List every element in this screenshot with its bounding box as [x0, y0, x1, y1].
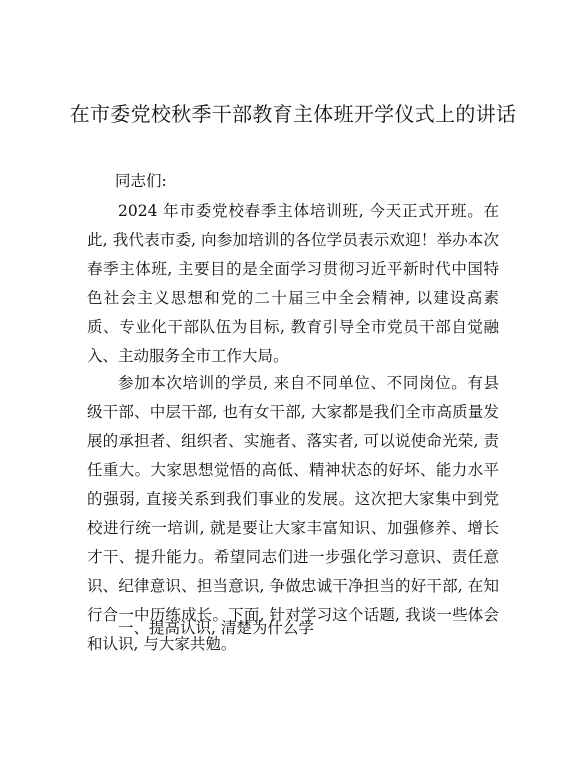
document-title: 在市委党校秋季干部教育主体班开学仪式上的讲话 [69, 102, 517, 126]
section-heading: 一、提高认识, 清楚为什么学 [118, 619, 314, 637]
paragraph-trainees: 参加本次培训的学员, 来自不同单位、不同岗位。有县级干部、中层干部, 也有女干部, 大家都是我们全市高质量发展的承担者、组织者、实施者、落实者, 可以说使命光荣, 责任重大。大家思想觉悟的高低、精神状态的好坏、能力水平的强弱, 直接关系到我们事业的发展。这次把大家集中到党校进行统一培训, 就是要让大家丰富知识、加强修养、增长才干、提升能力。希望同志们进一步强化学习意识、责任意识、纪律意识、担当意识, 争做忠诚干净担当的好干部, 在知行合一中历练成长。下面, 针对学习这个话题, 我谈一些体会和认识, 与大家共勉。 [87, 374, 499, 653]
paragraph-intro: 2024 年市委党校春季主体培训班, 今天正式开班。在此, 我代表市委, 向参加培训的各位学员表示欢迎！举办本次春季主体班, 主要目的是全面学习贯彻习近平新时代中国特色社会主义思想和党的二十届三中全会精神, 以建设高素质、专业化干部队伍为目标, 教育引导全市党员干部自觉融入、主动服务全市工作大局。 [87, 202, 499, 365]
salutation: 同志们: [115, 172, 167, 190]
